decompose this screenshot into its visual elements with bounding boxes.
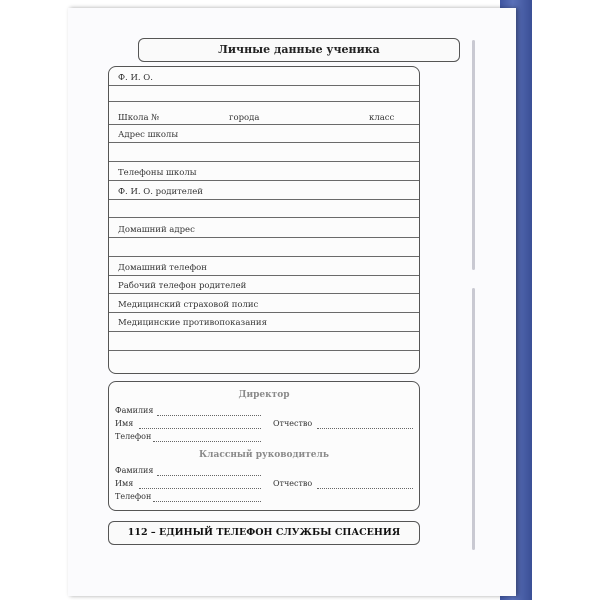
teacher-phone-field[interactable] <box>153 501 261 502</box>
line-home-address-2[interactable] <box>109 256 419 257</box>
label-city: города <box>229 113 260 123</box>
line-parents-work-phone[interactable] <box>109 293 419 294</box>
director-name-label: Имя <box>115 419 134 428</box>
contacts-box <box>108 381 420 511</box>
director-phone-field[interactable] <box>153 441 261 442</box>
emergency-phone-banner: 112 – ЕДИНЫЙ ТЕЛЕФОН СЛУЖБЫ СПАСЕНИЯ <box>108 521 420 545</box>
teacher-name-field[interactable] <box>139 488 261 489</box>
label-school-phones: Телефоны школы <box>118 168 197 178</box>
page-title: Личные данные ученика <box>138 38 460 62</box>
line-insurance[interactable] <box>109 312 419 313</box>
director-surname-label: Фамилия <box>115 406 154 415</box>
teacher-name-label: Имя <box>115 479 134 488</box>
line-fio[interactable] <box>109 85 419 86</box>
page-edge-mark-bottom <box>472 288 475 550</box>
director-name-field[interactable] <box>139 428 261 429</box>
line-school-phones[interactable] <box>109 180 419 181</box>
teacher-patronymic-label: Отчество <box>273 479 313 488</box>
label-home-phone: Домашний телефон <box>118 263 207 273</box>
label-fio: Ф. И. О. <box>118 73 153 83</box>
director-phone-label: Телефон <box>115 432 152 441</box>
label-class: класс <box>369 113 395 123</box>
line-parents-fio[interactable] <box>109 199 419 200</box>
student-data-form <box>108 66 420 374</box>
line-fio-2[interactable] <box>109 101 419 102</box>
teacher-surname-field[interactable] <box>157 475 261 476</box>
line-home-phone[interactable] <box>109 275 419 276</box>
label-school-no: Школа № <box>118 113 160 123</box>
teacher-surname-label: Фамилия <box>115 466 154 475</box>
director-surname-field[interactable] <box>157 415 261 416</box>
line-home-address[interactable] <box>109 237 419 238</box>
teacher-patronymic-field[interactable] <box>317 488 413 489</box>
line-parents-fio-2[interactable] <box>109 217 419 218</box>
director-patronymic-field[interactable] <box>317 428 413 429</box>
line-school-address[interactable] <box>109 142 419 143</box>
director-heading: Директор <box>238 390 290 400</box>
label-home-address: Домашний адрес <box>118 225 195 235</box>
page-edge-mark-top <box>472 40 475 270</box>
line-school[interactable] <box>109 124 419 125</box>
label-insurance: Медицинский страховой полис <box>118 300 259 310</box>
director-patronymic-label: Отчество <box>273 419 313 428</box>
line-contraindications-2[interactable] <box>109 350 419 351</box>
label-parents-work-phone: Рабочий телефон родителей <box>118 281 247 291</box>
label-school-address: Адрес школы <box>118 130 179 140</box>
line-contraindications[interactable] <box>109 331 419 332</box>
teacher-phone-label: Телефон <box>115 492 152 501</box>
class-teacher-heading: Классный руководитель <box>199 450 329 460</box>
line-school-address-2[interactable] <box>109 161 419 162</box>
label-parents-fio: Ф. И. О. родителей <box>118 187 203 197</box>
label-contraindications: Медицинские противопоказания <box>118 318 267 328</box>
